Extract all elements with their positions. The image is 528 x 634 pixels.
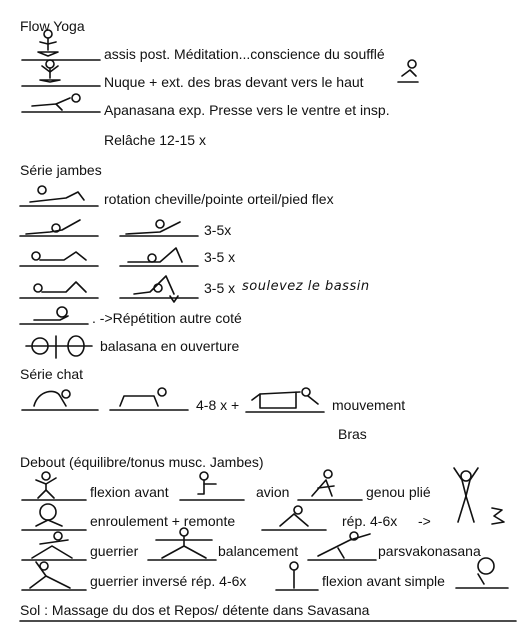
supine-leg-raise-figure-icon (20, 212, 100, 240)
closing-underline (20, 618, 520, 624)
standing-row3-text-1: guerrier (90, 543, 139, 559)
standing-row4-text-1: guerrier inversé rép. 4-6x (90, 573, 247, 589)
cat-reps: 4-8 x + (196, 397, 240, 413)
cat-arms: Bras (338, 426, 367, 442)
bridge-figure-icon (120, 264, 200, 302)
airplane-pose-figure-icon (180, 470, 246, 502)
intro-text-2: Nuque + ext. des bras devant vers le haut (104, 74, 364, 90)
legs-note-4: soulevez le bassin (242, 279, 370, 294)
standing-arms-up-figure-icon (444, 466, 488, 526)
parsvakonasana-figure-icon (308, 526, 378, 564)
cat-arm-extension-figure-icon (246, 384, 326, 414)
balasana-figure-icon (26, 332, 98, 362)
standing-row2-text-3: -> (418, 513, 431, 529)
page-title: Flow Yoga (20, 18, 85, 34)
standing-row4-text-2: flexion avant simple (322, 573, 445, 589)
legs-text-3: 3-5 x (204, 249, 236, 265)
cat-movement: mouvement (332, 397, 406, 413)
cat-arch-figure-icon (22, 384, 100, 412)
reverse-warrior-figure-icon (22, 560, 88, 594)
simple-forward-bend-figure-icon (276, 560, 320, 594)
side-seated-sketch-icon (392, 58, 424, 86)
legs-text-5: . ->Répétition autre coté (92, 310, 242, 326)
standing-row2-text-1: enroulement + remonte (90, 513, 236, 529)
bent-knee-figure-icon (298, 468, 364, 502)
legs-text-4: 3-5 x (204, 280, 236, 296)
legs-heading: Série jambes (20, 162, 102, 178)
forward-fold-figure-icon (22, 470, 88, 502)
b-sketch-icon (488, 504, 510, 528)
standing-row1-text-3: genou plié (366, 484, 431, 500)
intro-text-1: assis post. Méditation...conscience du soufflé (104, 46, 385, 62)
cat-table-figure-icon (110, 384, 190, 412)
supine-knee-bend-figure-icon (20, 242, 100, 270)
forward-bend-sketch-icon (456, 554, 510, 594)
standing-row3-text-2: balancement (218, 543, 299, 559)
standing-row2-text-2: rép. 4-6x (342, 513, 398, 529)
intro-text-3: Apanasana exp. Presse vers le ventre et insp. (104, 102, 390, 118)
seated-arms-up-figure-icon (22, 56, 102, 90)
cat-heading: Série chat (20, 366, 84, 382)
apanasana-figure-icon (22, 90, 102, 116)
standing-row3-text-3: parsvakonasana (378, 543, 481, 559)
rolling-down-figure-icon (22, 500, 88, 534)
legs-text-2: 3-5x (204, 222, 232, 238)
supine-leg-lift-figure-icon (120, 212, 200, 240)
supine-twist-figure-icon (20, 272, 100, 302)
standing-row1-text-1: flexion avant (90, 484, 169, 500)
legs-text-1: rotation cheville/pointe orteil/pied flex (104, 191, 334, 207)
intro-text-4: Relâche 12-15 x (104, 132, 206, 148)
side-lying-figure-icon (20, 302, 90, 328)
ankle-rotation-figure-icon (20, 180, 100, 210)
standing-row1-text-2: avion (256, 484, 290, 500)
legs-text-6: balasana en ouverture (100, 338, 240, 354)
swinging-figure-icon (148, 526, 218, 564)
warrior-figure-icon (22, 530, 88, 564)
closing-text: Sol : Massage du dos et Repos/ détente dans Savasana (20, 602, 370, 618)
standing-heading: Debout (équilibre/tonus musc. Jambes) (20, 454, 264, 470)
